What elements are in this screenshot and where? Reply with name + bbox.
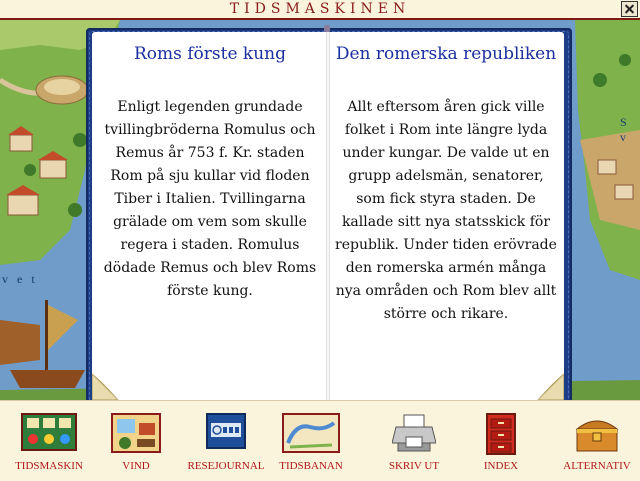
skriv-ut-button[interactable] <box>372 409 456 477</box>
time-machine-icon <box>21 413 77 451</box>
tool-label: ALTERNATIV <box>563 460 631 472</box>
tool-label: INDEX <box>483 460 519 472</box>
page-curl-left-icon <box>92 372 120 400</box>
chest-icon <box>575 413 619 453</box>
printer-icon <box>392 413 436 453</box>
tool-label: SKRIV UT <box>388 460 440 472</box>
tool-label: TIDSMASKIN <box>15 460 83 472</box>
tidsbanan-button[interactable] <box>276 409 346 477</box>
book <box>86 28 572 412</box>
alternativ-button[interactable] <box>556 409 638 477</box>
tool-label: VIND <box>122 460 150 472</box>
vind-button[interactable] <box>96 409 176 477</box>
right-page-body: Allt eftersom åren gick ville folket i Rom inte längre lyda under kungar. De valde ut en grupp adelsmän, senatorer, som fick styra staden. De kallade sitt nya statsskick för republik. Under tiden erövrade den romerska armén många nya områden och Rom blev allt större och rikare. <box>335 99 557 322</box>
page-curl-right-icon <box>536 372 564 400</box>
tidsmaskin-button[interactable] <box>6 409 92 477</box>
left-page <box>92 32 328 400</box>
book-spine <box>326 32 330 400</box>
left-page-body: Enligt legenden grundade tvillingbröderna Romulus och Remus år 753 f. Kr. staden Rom på sju kullar vid floden Tiber i Italien. Tvillingarna grälade om vem som skulle regera i staden. Romulus dödade Remus och blev Roms förste kung. <box>103 99 317 299</box>
window-title: TIDSMASKINEN <box>229 1 411 17</box>
next-page-corner[interactable] <box>536 372 564 400</box>
book-clip-top <box>324 25 330 32</box>
close-button[interactable] <box>621 1 638 17</box>
map-label-right: S v <box>620 115 630 144</box>
right-page-heading: Den romerska republiken <box>335 44 557 64</box>
resejournal-button[interactable] <box>182 409 270 477</box>
right-page <box>328 32 564 400</box>
timeline-map-icon <box>282 413 340 453</box>
tool-label: RESEJOURNAL <box>187 460 265 472</box>
previous-page-corner[interactable] <box>92 372 120 400</box>
file-cabinet-icon <box>486 413 516 455</box>
map-label-left: v e t <box>2 272 38 286</box>
index-button[interactable] <box>466 409 536 477</box>
journal-icon <box>206 413 246 449</box>
left-page-heading: Roms förste kung <box>133 44 287 64</box>
toolbar <box>0 400 640 481</box>
tool-label: TIDSBANAN <box>279 460 343 472</box>
title-bar <box>0 0 640 20</box>
window-scene-icon <box>111 413 161 453</box>
